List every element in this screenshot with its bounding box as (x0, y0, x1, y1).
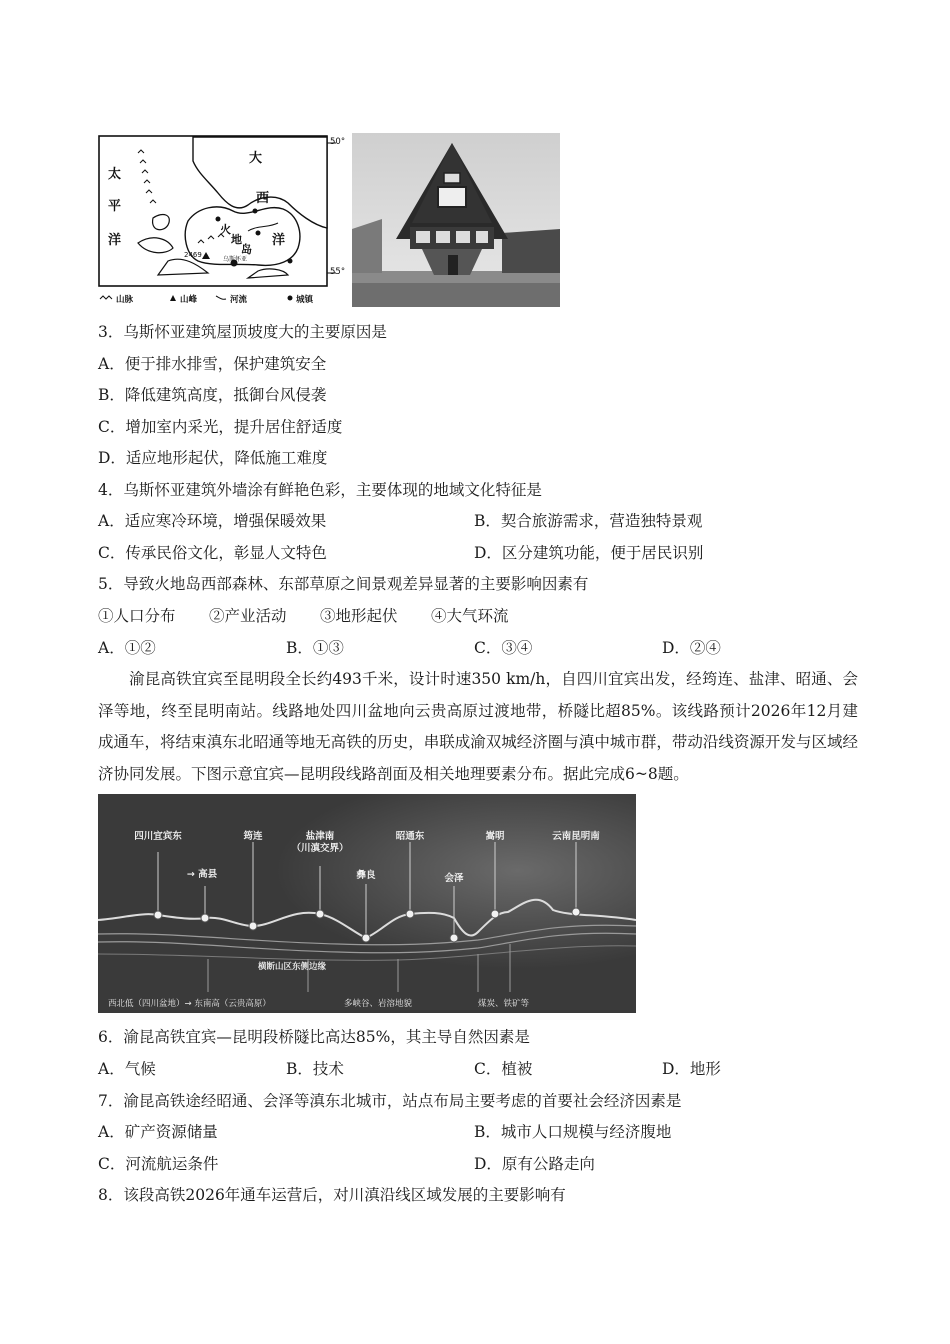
station-zhaotongdong: 昭通东 (395, 831, 425, 842)
bottom-label-minerals: 煤炭、铁矿等 (478, 999, 530, 1009)
q3-stem: 3．乌斯怀亚建筑屋顶坡度大的主要原因是 (98, 323, 387, 341)
legend-town: 城镇 (296, 295, 314, 305)
station-yanjinnan: 盐津南 (305, 831, 335, 842)
legend-river-symbol (216, 296, 226, 299)
legend-town-symbol (288, 296, 293, 301)
passage-paragraph (98, 664, 858, 790)
town-dot (256, 231, 261, 236)
q6-option-c: C．植被 (474, 1060, 533, 1078)
peak-elevation-label: 2469 (184, 251, 202, 259)
q4-option-c: C．传承民俗文化，彰显人文特色 (98, 544, 327, 562)
lat-55-label: 55° (330, 267, 346, 277)
passage-text: 渝昆高铁宜宾至昆明段全长约493千米，设计时速350 km/h，自四川宜宾出发，经筠连、盐津、昭通、会泽等地，终至昆明南站。线路地处四川盆地向云贵高原过渡地带，桥隧比超85%。该线路预计2026年12月建成通车，将结束滇东北昭通等地无高铁的历史，串联成渝双城经济圈与滇中城市群，带动沿线资源开发与区域经济协同发展。下图示意宜宾—昆明段线路剖面及相关地理要素分布。据此完成6~8题。 (98, 670, 858, 783)
q6-stem: 6．渝昆高铁宜宾—昆明段桥隧比高达85%，其主导自然因素是 (98, 1028, 530, 1046)
q5-option-c: C．③④ (474, 639, 533, 657)
q3-option-a: A．便于排水排雪，保护建筑安全 (98, 355, 327, 373)
ushuaia-label: 乌斯怀亚 (223, 256, 248, 263)
legend-mountain-symbol (100, 296, 112, 299)
station-junlian: 筠连 (243, 831, 263, 842)
railway-profile-figure (98, 794, 636, 1013)
q3-option-c: C．增加室内采光，提升居住舒适度 (98, 418, 343, 436)
ushuaia-building-photo (352, 133, 560, 307)
middle-label: 横断山区东侧边缘 (258, 962, 327, 972)
q4-option-b: B．契合旅游需求，营造独特景观 (474, 512, 703, 530)
profile-drawing (98, 794, 636, 1013)
q5-option-b: B．①③ (286, 639, 344, 657)
q4-option-d: D．区分建筑功能，便于居民识别 (474, 544, 704, 562)
q8-stem: 8．该段高铁2026年通车运营后，对川滇沿线区域发展的主要影响有 (98, 1186, 566, 1204)
map-drawing (98, 133, 344, 307)
bottom-label-terrain: 西北低（四川盆地）→ 东南高（云贵高原） (108, 999, 271, 1009)
q6-option-d: D．地形 (662, 1060, 721, 1078)
label-huo: 火 (220, 223, 231, 236)
label-dao: 岛 (241, 243, 252, 256)
label-xi: 西 (256, 191, 270, 206)
station-gaoxian: → 高县 (186, 869, 218, 880)
q5-option-d: D．②④ (662, 639, 721, 657)
legend-peak: 山峰 (180, 295, 198, 305)
q5-factor-3: ③地形起伏 (320, 607, 398, 625)
building-illustration (352, 133, 560, 307)
q7-option-a: A．矿产资源储量 (98, 1123, 218, 1141)
station-kunmingnan: 云南昆明南 (552, 831, 600, 842)
q5-factor-1: ①人口分布 (98, 607, 176, 625)
q6-option-b: B．技术 (286, 1060, 344, 1078)
station-huize: 会泽 (444, 873, 464, 884)
lat-50-label: 50° (330, 137, 346, 147)
q7-option-b: B．城市人口规模与经济腹地 (474, 1123, 672, 1141)
label-yang2: 洋 (272, 233, 286, 248)
q5-factor-4: ④大气环流 (431, 607, 509, 625)
q5-option-a: A．①② (98, 639, 156, 657)
q4-stem: 4．乌斯怀亚建筑外墙涂有鲜艳色彩，主要体现的地域文化特征是 (98, 481, 542, 499)
label-di: 地 (231, 233, 242, 246)
bottom-label-landform: 多峡谷、岩溶地貌 (344, 999, 413, 1009)
label-da: 大 (249, 151, 263, 166)
q3-option-b: B．降低建筑高度，抵御台风侵袭 (98, 386, 327, 404)
q6-option-a: A．气候 (98, 1060, 156, 1078)
station-yanjinnan-sub: （川滇交界） (291, 843, 349, 854)
label-tai: 太 (108, 167, 122, 182)
q3-option-d: D．适应地形起伏，降低施工难度 (98, 449, 328, 467)
q7-option-d: D．原有公路走向 (474, 1155, 595, 1173)
station-yibindong: 四川宜宾东 (134, 831, 182, 842)
legend-peak-symbol (170, 295, 176, 301)
town-dot (253, 209, 258, 214)
label-ping: 平 (108, 199, 122, 214)
station-songming: 嵩明 (485, 831, 505, 842)
q5-factor-2: ②产业活动 (209, 607, 287, 625)
q7-option-c: C．河流航运条件 (98, 1155, 219, 1173)
q5-stem: 5．导致火地岛西部森林、东部草原之间景观差异显著的主要影响因素有 (98, 575, 589, 593)
legend-mountain: 山脉 (116, 295, 134, 305)
town-dot (288, 259, 293, 264)
q4-option-a: A．适应寒冷环境，增强保暖效果 (98, 512, 327, 530)
tierra-del-fuego-map (98, 133, 344, 307)
station-yiliang: 彝良 (356, 870, 376, 881)
q7-stem: 7．渝昆高铁途经昭通、会泽等滇东北城市，站点布局主要考虑的首要社会经济因素是 (98, 1092, 682, 1110)
label-yang: 洋 (108, 233, 122, 248)
legend-river: 河流 (230, 295, 248, 305)
